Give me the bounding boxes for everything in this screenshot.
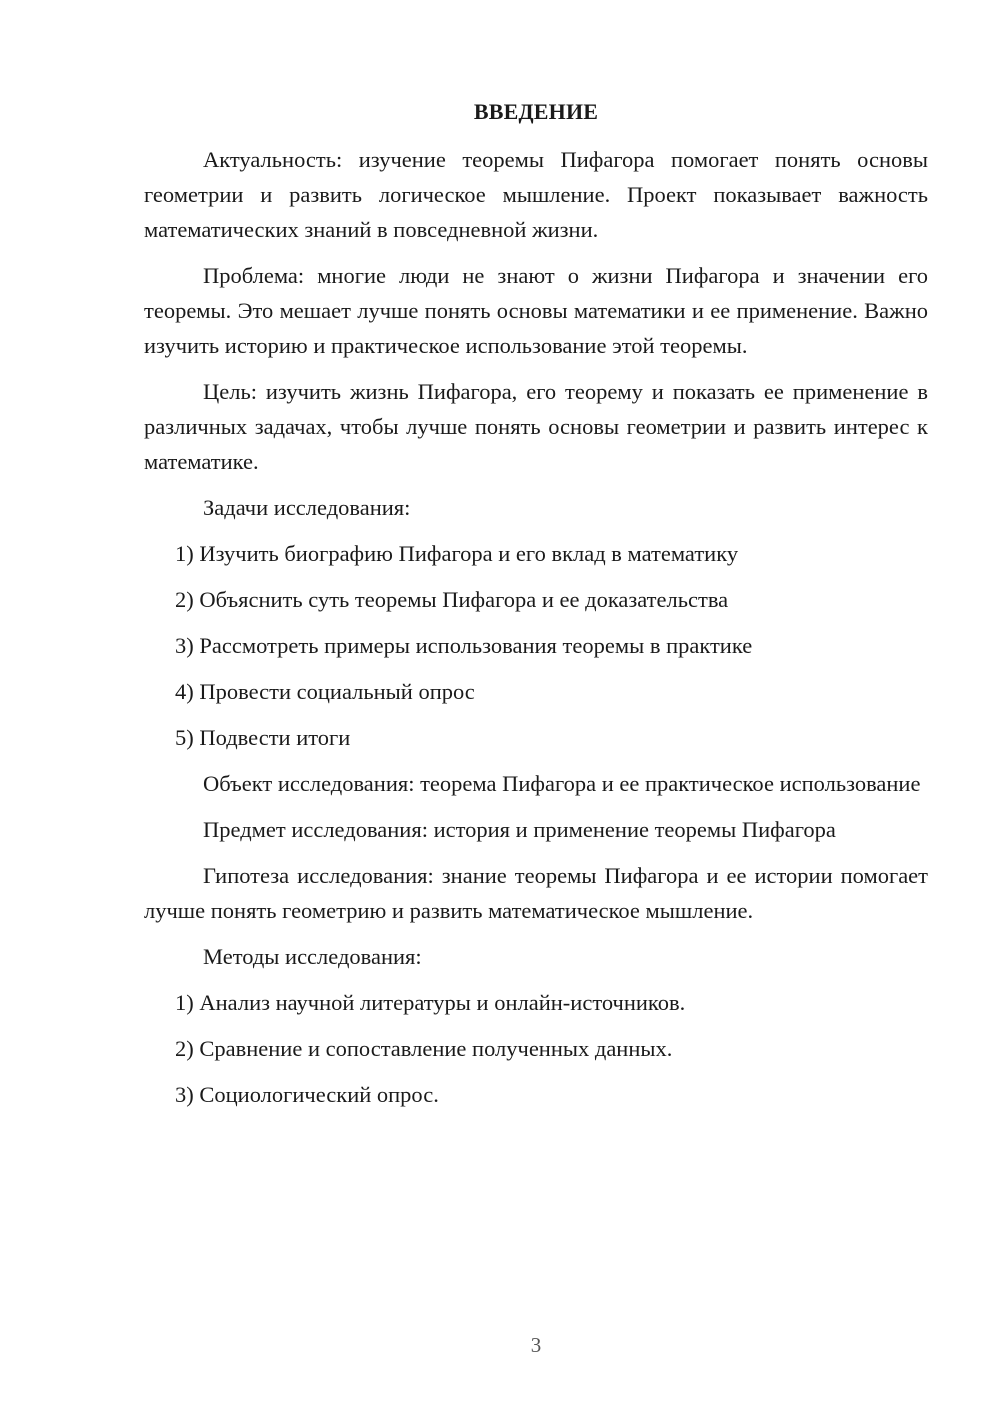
problem-paragraph: Проблема: многие люди не знают о жизни Пифагора и значении его теоремы. Это мешает лучше понять основы математики и ее применение. Важно изучить историю и практическое использование этой теоремы. <box>144 263 928 358</box>
method-item: 1) Анализ научной литературы и онлайн-источников. <box>175 990 686 1015</box>
task-item: 1) Изучить биографию Пифагора и его вклад в математику <box>175 541 739 566</box>
task-item: 4) Провести социальный опрос <box>175 679 475 704</box>
method-item: 2) Сравнение и сопоставление полученных данных. <box>175 1036 673 1061</box>
page-number: 3 <box>530 1333 542 1357</box>
task-item: 5) Подвести итоги <box>175 725 351 750</box>
subject-paragraph: Предмет исследования: история и применение теоремы Пифагора <box>203 817 836 842</box>
hypothesis-paragraph: Гипотеза исследования: знание теоремы Пифагора и ее истории помогает лучше понять геометрию и развить математическое мышление. <box>144 863 928 923</box>
methods-heading: Методы исследования: <box>203 944 422 969</box>
section-heading: ВВЕДЕНИЕ <box>473 99 599 124</box>
methods-list <box>144 985 928 1112</box>
task-item: 2) Объяснить суть теоремы Пифагора и ее доказательства <box>175 587 729 612</box>
goal-paragraph: Цель: изучить жизнь Пифагора, его теорему и показать ее применение в различных задачах, чтобы лучше понять основы геометрии и развить интерес к математике. <box>144 379 928 474</box>
method-item: 3) Социологический опрос. <box>175 1082 439 1107</box>
tasks-heading: Задачи исследования: <box>203 495 411 520</box>
page-content <box>144 94 928 1123</box>
task-item: 3) Рассмотреть примеры использования теоремы в практике <box>175 633 753 658</box>
tasks-list <box>144 536 928 755</box>
relevance-paragraph: Актуальность: изучение теоремы Пифагора помогает понять основы геометрии и развить логическое мышление. Проект показывает важность математических знаний в повседневной жизни. <box>144 147 928 242</box>
object-paragraph: Объект исследования: теорема Пифагора и ее практическое использование <box>203 771 921 796</box>
